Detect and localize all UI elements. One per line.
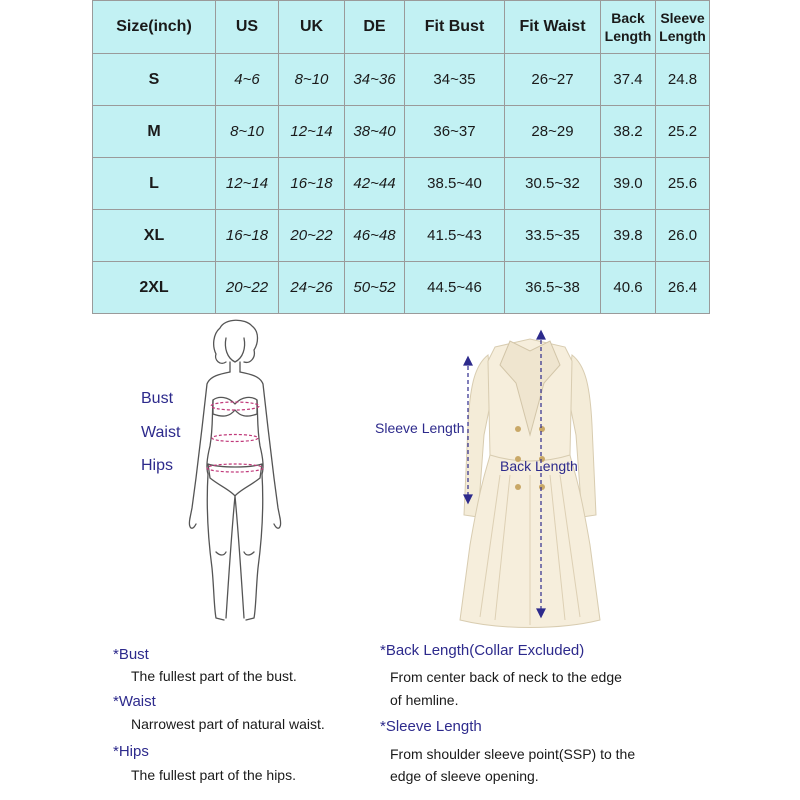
cell-fit-bust: 41.5~43 [405,210,505,262]
cell-size: L [93,158,216,210]
cell-fit-bust: 38.5~40 [405,158,505,210]
cell-uk: 24~26 [279,262,345,314]
header-back-length: Back Length [601,1,656,54]
cell-de: 46~48 [345,210,405,262]
coat-illustration [440,325,620,630]
cell-uk: 12~14 [279,106,345,158]
cell-sleeve-length: 25.2 [656,106,710,158]
sleeve-length-label: Sleeve Length [375,420,465,436]
cell-sleeve-length: 26.4 [656,262,710,314]
cell-us: 16~18 [216,210,279,262]
cell-sleeve-length: 25.6 [656,158,710,210]
cell-back-length: 39.0 [601,158,656,210]
cell-fit-waist: 30.5~32 [505,158,601,210]
bust-label: Bust [141,390,174,407]
header-sleeve-length: Sleeve Length [656,1,710,54]
cell-fit-bust: 44.5~46 [405,262,505,314]
cell-size: 2XL [93,262,216,314]
table-row [93,262,710,314]
cell-de: 38~40 [345,106,405,158]
body-outline-illustration [180,318,290,630]
waist-definition-text: Narrowest part of natural waist. [131,716,325,732]
header-size: Size(inch) [93,1,216,54]
cell-fit-waist: 36.5~38 [505,262,601,314]
cell-fit-waist: 33.5~35 [505,210,601,262]
cell-back-length: 40.6 [601,262,656,314]
size-chart-table [92,0,710,314]
cell-fit-bust: 36~37 [405,106,505,158]
back-length-definition-title: *Back Length(Collar Excluded) [380,642,585,659]
cell-de: 50~52 [345,262,405,314]
cell-back-length: 39.8 [601,210,656,262]
hips-definition-title: *Hips [113,743,149,760]
header-fit-waist: Fit Waist [505,1,601,54]
sleeve-length-definition-line2: edge of sleeve opening. [390,768,539,784]
bust-definition-text: The fullest part of the bust. [131,668,297,684]
cell-uk: 20~22 [279,210,345,262]
table-row [93,158,710,210]
hips-definition-text: The fullest part of the hips. [131,767,296,783]
waist-label: Waist [141,424,181,441]
hips-label: Hips [141,457,174,474]
cell-sleeve-length: 24.8 [656,54,710,106]
cell-fit-bust: 34~35 [405,54,505,106]
cell-size: M [93,106,216,158]
bust-definition-title: *Bust [113,646,149,663]
cell-us: 20~22 [216,262,279,314]
sleeve-length-definition-line1: From shoulder sleeve point(SSP) to the [390,746,636,762]
table-row [93,54,710,106]
waist-definition-title: *Waist [113,693,156,710]
header-us: US [216,1,279,54]
cell-us: 8~10 [216,106,279,158]
cell-us: 4~6 [216,54,279,106]
cell-de: 34~36 [345,54,405,106]
cell-uk: 8~10 [279,54,345,106]
table-header-row [93,1,710,54]
table-row [93,210,710,262]
header-de: DE [345,1,405,54]
cell-us: 12~14 [216,158,279,210]
cell-size: S [93,54,216,106]
back-length-label: Back Length [500,458,578,474]
header-uk: UK [279,1,345,54]
sleeve-length-definition-title: *Sleeve Length [380,718,482,735]
back-length-definition-line2: of hemline. [390,692,459,708]
cell-back-length: 38.2 [601,106,656,158]
cell-de: 42~44 [345,158,405,210]
cell-sleeve-length: 26.0 [656,210,710,262]
header-fit-bust: Fit Bust [405,1,505,54]
cell-back-length: 37.4 [601,54,656,106]
cell-size: XL [93,210,216,262]
back-length-definition-line1: From center back of neck to the edge [390,669,622,685]
cell-fit-waist: 26~27 [505,54,601,106]
table-row [93,106,710,158]
cell-fit-waist: 28~29 [505,106,601,158]
cell-uk: 16~18 [279,158,345,210]
